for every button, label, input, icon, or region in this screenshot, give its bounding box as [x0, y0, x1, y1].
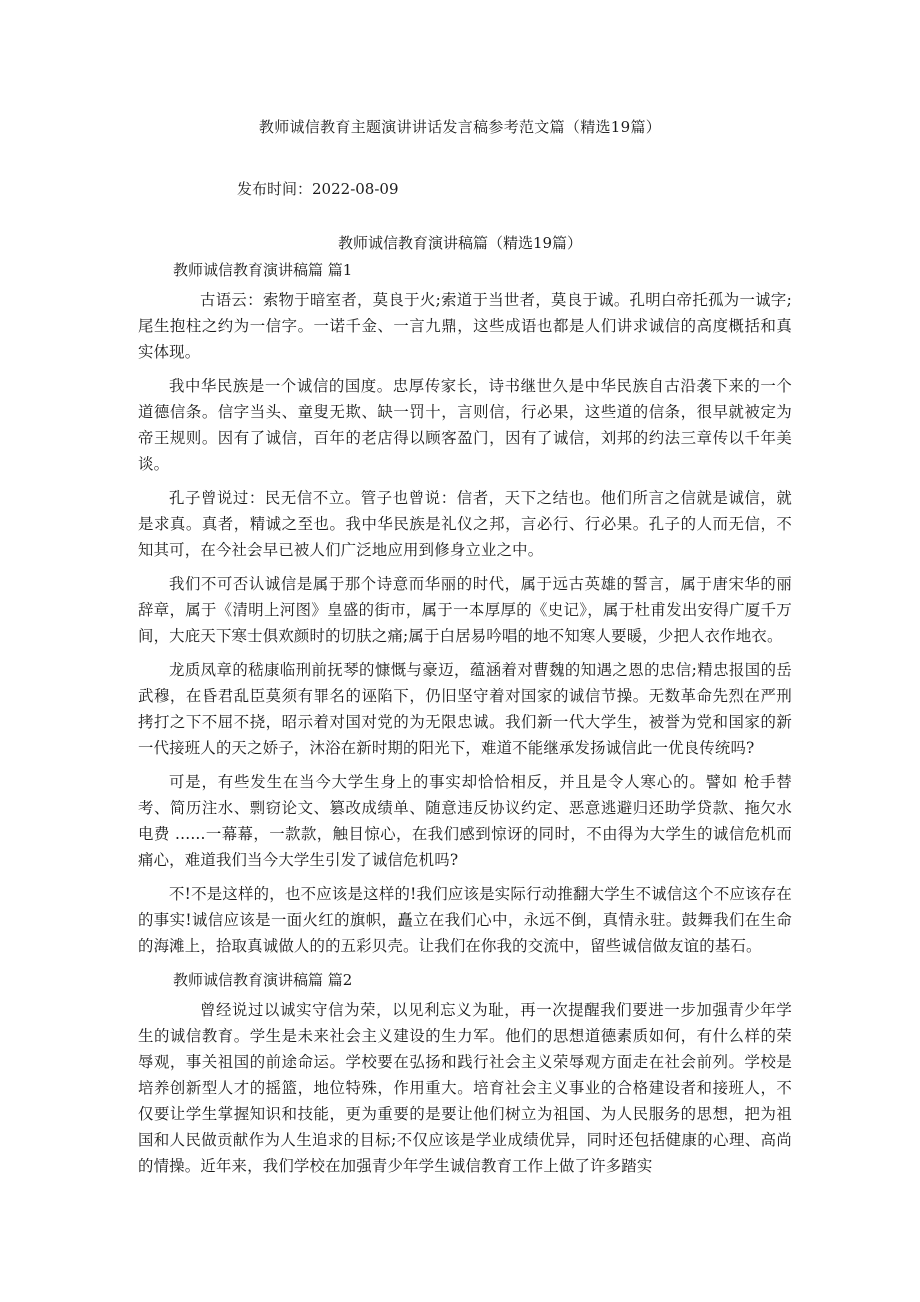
document-subtitle: 教师诚信教育演讲稿篇（精选19篇）: [337, 234, 583, 252]
publish-time: [237, 178, 399, 199]
section-heading: 教师诚信教育演讲稿篇 篇1: [173, 261, 353, 279]
document-title: 教师诚信教育主题演讲讲话发言稿参考范文篇（精选19篇）: [258, 118, 662, 136]
section-heading: 教师诚信教育演讲稿篇 篇2: [173, 971, 353, 989]
paragraph: 古语云：索物于暗室者，莫良于火;索道于当世者，莫良于诚。孔明白帝托孤为一诚字;尾生抱柱之约为一信字。一诺千金、一言九鼎，这些成语也都是人们讲求诚信的高度概括和真实体现。: [138, 291, 792, 361]
paragraph: 我中华民族是一个诚信的国度。忠厚传家长，诗书继世久是中华民族自古沿袭下来的一个道德信条。信字当头、童叟无欺、缺一罚十，言则信，行必果，这些道的信条，很早就被定为帝王规则。因有了诚信，百年的老店得以顾客盈门，因有了诚信，刘邦的约法三章传以千年美谈。: [138, 377, 792, 473]
paragraph: 不!不是这样的，也不应该是这样的!我们应该是实际行动推翻大学生不诚信这个不应该存在的事实!诚信应该是一面火红的旗帜，矗立在我们心中，永远不倒，真情永驻。鼓舞我们在生命的海滩上，拾取真诚做人的的五彩贝壳。让我们在你我的交流中，留些诚信做友谊的基石。: [138, 885, 792, 955]
publish-date: 2022-08-09: [312, 180, 399, 198]
document-body: [138, 257, 792, 1179]
publish-label: 发布时间：: [237, 180, 313, 198]
paragraph: 曾经说过以诚实守信为荣，以见利忘义为耻，再一次提醒我们要进一步加强青少年学生的诚信教育。学生是未来社会主义建设的生力军。他们的思想道德素质如何，有什么样的荣辱观，事关祖国的前途命运。学校要在弘扬和践行社会主义荣辱观方面走在社会前列。学校是培养创新型人才的摇篮，地位特殊，作用重大。培育社会主义事业的合格建设者和接班人，不仅要让学生掌握知识和技能，更为重要的是要让他们树立为祖国、为人民服务的思想，把为祖国和人民做贡献作为人生追求的目标;不仅应该是学业成绩优异，同时还包括健康的心理、高尚的情操。近年来，我们学校在加强青少年学生诚信教育工作上做了许多踏实: [138, 1001, 792, 1175]
paragraph: 我们不可否认诚信是属于那个诗意而华丽的时代，属于远古英雄的誓言，属于唐宋华的丽辞章，属于《清明上河图》皇盛的街市，属于一本厚厚的《史记》，属于杜甫发出安得广厦千万间，大庇天下寒士俱欢颜时的切肤之痛;属于白居易吟唱的地不知寒人要暖，少把人衣作地衣。: [138, 575, 792, 645]
paragraph: 龙质凤章的嵇康临刑前抚琴的慷慨与豪迈，蕴涵着对曹魏的知遇之恩的忠信;精忠报国的岳武穆，在昏君乱臣莫须有罪名的诬陷下，仍旧坚守着对国家的诚信节操。无数革命先烈在严刑拷打之下不屈不挠，昭示着对国对党的为无限忠诚。我们新一代大学生，被誉为党和国家的新一代接班人的天之娇子，沐浴在新时期的阳光下，难道不能继承发扬诚信此一优良传统吗?: [138, 661, 792, 757]
paragraph: 孔子曾说过：民无信不立。管子也曾说：信者，天下之结也。他们所言之信就是诚信，就是求真。真者，精诚之至也。我中华民族是礼仪之邦，言必行、行必果。孔子的人而无信，不知其可，在今社会早已被人们广泛地应用到修身立业之中。: [138, 489, 792, 559]
paragraph: 可是，有些发生在当今大学生身上的事实却恰恰相反，并且是令人寒心的。譬如 枪手替考、简历注水、剽窃论文、篡改成绩单、随意违反协议约定、恶意逃避归还助学贷款、拖欠水电费 ......一幕幕，一款款，触目惊心，在我们感到惊讶的同时，不由得为大学生的诚信危机而痛心，难道我们当今大学生引发了诚信危机吗?: [138, 773, 792, 869]
